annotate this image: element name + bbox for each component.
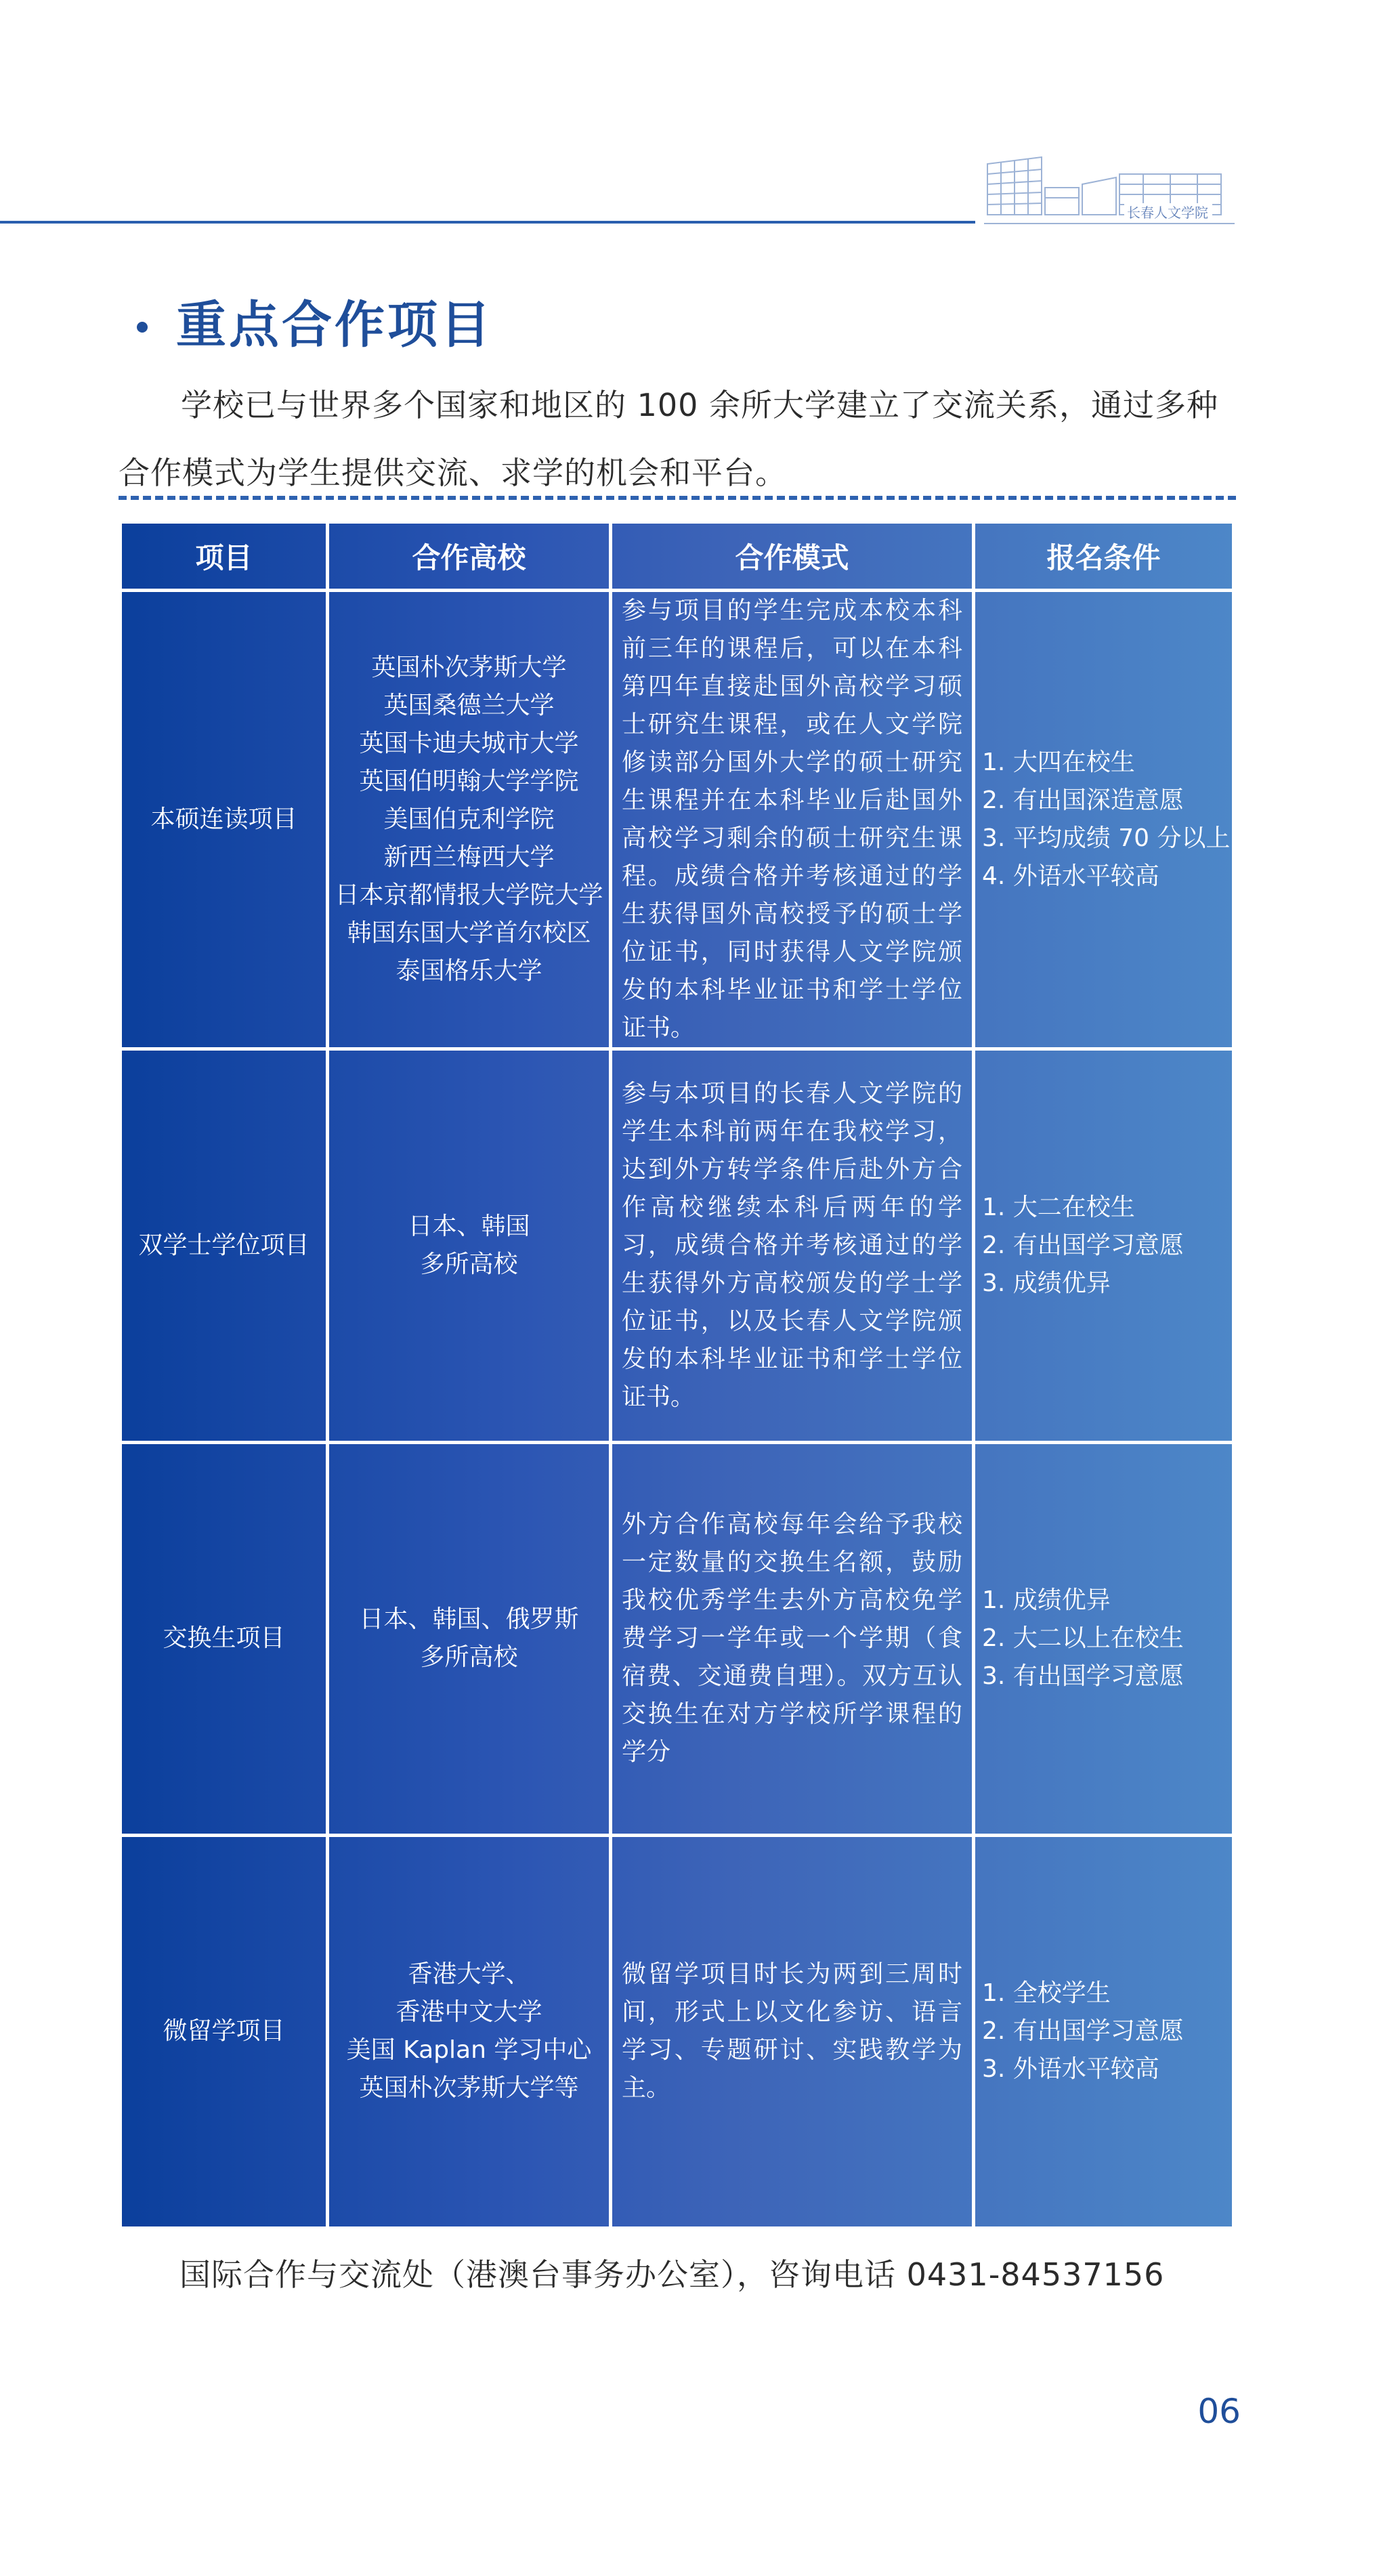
school-name: 香港大学、 — [408, 1960, 530, 1989]
school-name: 多所高校 — [420, 1250, 518, 1278]
contact-info: 国际合作与交流处（港澳台事务办公室），咨询电话 0431-84537156 — [179, 2256, 1165, 2293]
mode-cell: 外方合作高校每年会给予我校一定数量的交换生名额，鼓励我校优秀学生去外方高校免学费学习一学年或一个学期（食宿费、交通费自理）。双方互认交换生在对方学校所学课程的学分 — [611, 1442, 974, 1835]
school-name: 韩国东国大学首尔校区 — [347, 919, 591, 948]
project-cell: 交换生项目 — [121, 1442, 328, 1835]
school-name: 英国伯明翰大学学院 — [359, 767, 579, 796]
requirement-item: 3. 成绩优异 — [982, 1269, 1111, 1297]
campus-building-illustration — [981, 150, 1238, 232]
requirement-item: 2. 有出国学习意愿 — [982, 2017, 1184, 2046]
school-name: 日本、韩国、俄罗斯 — [359, 1605, 579, 1634]
requirement-item: 3. 外语水平较高 — [982, 2055, 1159, 2084]
school-name: 香港中文大学 — [396, 1998, 542, 2027]
school-name: 新西兰梅西大学 — [383, 843, 555, 872]
school-name: 美国伯克利学院 — [383, 805, 555, 834]
school-name: 英国桑德兰大学 — [383, 692, 555, 720]
schools-cell — [328, 591, 611, 1049]
table-row — [121, 1049, 1234, 1442]
requirement-item: 4. 外语水平较高 — [982, 862, 1159, 891]
schools-cell — [328, 1049, 611, 1442]
dashed-divider — [119, 496, 1236, 500]
cooperation-table — [119, 520, 1235, 2230]
requirement-item: 2. 有出国深造意愿 — [982, 786, 1184, 815]
mode-cell: 参与本项目的长春人文学院的学生本科前两年在我校学习，达到外方转学条件后赴外方合作高校继续本科后两年的学习，成绩合格并考核通过的学生获得外方高校颁发的学士学位证书，以及长春人文学院颁发的本科毕业证书和学士学位证书。 — [611, 1049, 974, 1442]
mode-cell: 参与项目的学生完成本校本科前三年的课程后，可以在本科第四年直接赴国外高校学习硕士研究生课程，或在人文学院修读部分国外大学的硕士研究生课程并在本科毕业后赴国外高校学习剩余的硕士研究生课程。成绩合格并考核通过的学生获得国外高校授予的硕士学位证书，同时获得人文学院颁发的本科毕业证书和学士学位证书。 — [611, 591, 974, 1049]
page-number: 06 — [1197, 2392, 1241, 2431]
table-row — [121, 1442, 1234, 1835]
requirement-item: 1. 大四在校生 — [982, 748, 1135, 777]
header-schools: 合作高校 — [328, 522, 611, 591]
header-divider — [0, 221, 975, 224]
school-name: 多所高校 — [420, 1643, 518, 1672]
school-name: 英国卡迪夫城市大学 — [359, 730, 579, 758]
school-name: 英国朴次茅斯大学 — [371, 654, 567, 682]
requirement-item: 1. 全校学生 — [982, 1979, 1111, 2008]
requirement-item: 1. 大二在校生 — [982, 1193, 1135, 1221]
requirements-cell — [974, 1835, 1234, 2228]
schools-cell — [328, 1835, 611, 2228]
mode-cell: 微留学项目时长为两到三周时间，形式上以文化参访、语言学习、专题研讨、实践教学为主。 — [611, 1835, 974, 2228]
section-title: 重点合作项目 — [176, 296, 493, 354]
school-name: 泰国格乐大学 — [396, 957, 542, 986]
project-cell: 微留学项目 — [121, 1835, 328, 2228]
school-name: 英国朴次茅斯大学等 — [359, 2074, 579, 2103]
header-requirements: 报名条件 — [974, 522, 1234, 591]
school-name: 日本京都情报大学院大学 — [335, 881, 603, 910]
school-name: 日本、韩国 — [408, 1212, 530, 1240]
requirement-item: 2. 大二以上在校生 — [982, 1624, 1184, 1653]
project-cell: 双学士学位项目 — [121, 1049, 328, 1442]
schools-cell — [328, 1442, 611, 1835]
requirement-item: 3. 有出国学习意愿 — [982, 1662, 1184, 1691]
requirements-cell — [974, 1442, 1234, 1835]
school-name: 美国 Kaplan 学习中心 — [346, 2036, 592, 2065]
table-header-row — [121, 522, 1234, 591]
table-row — [121, 591, 1234, 1049]
project-cell: 本硕连读项目 — [121, 591, 328, 1049]
header-project: 项目 — [121, 522, 328, 591]
requirement-item: 2. 有出国学习意愿 — [982, 1231, 1184, 1259]
table-row — [121, 1835, 1234, 2228]
requirements-cell — [974, 591, 1234, 1049]
requirement-item: 1. 成绩优异 — [982, 1586, 1111, 1615]
cooperation-table-container — [119, 520, 1232, 2230]
intro-paragraph: 学校已与世界多个国家和地区的 100 余所大学建立了交流关系，通过多种合作模式为学生提供交流、求学的机会和平台。 — [119, 387, 1219, 491]
header-mode: 合作模式 — [611, 522, 974, 591]
logo-text: 长春人文学院 — [1127, 205, 1208, 221]
requirements-cell — [974, 1049, 1234, 1442]
requirement-item: 3. 平均成绩 70 分以上 — [982, 824, 1231, 853]
